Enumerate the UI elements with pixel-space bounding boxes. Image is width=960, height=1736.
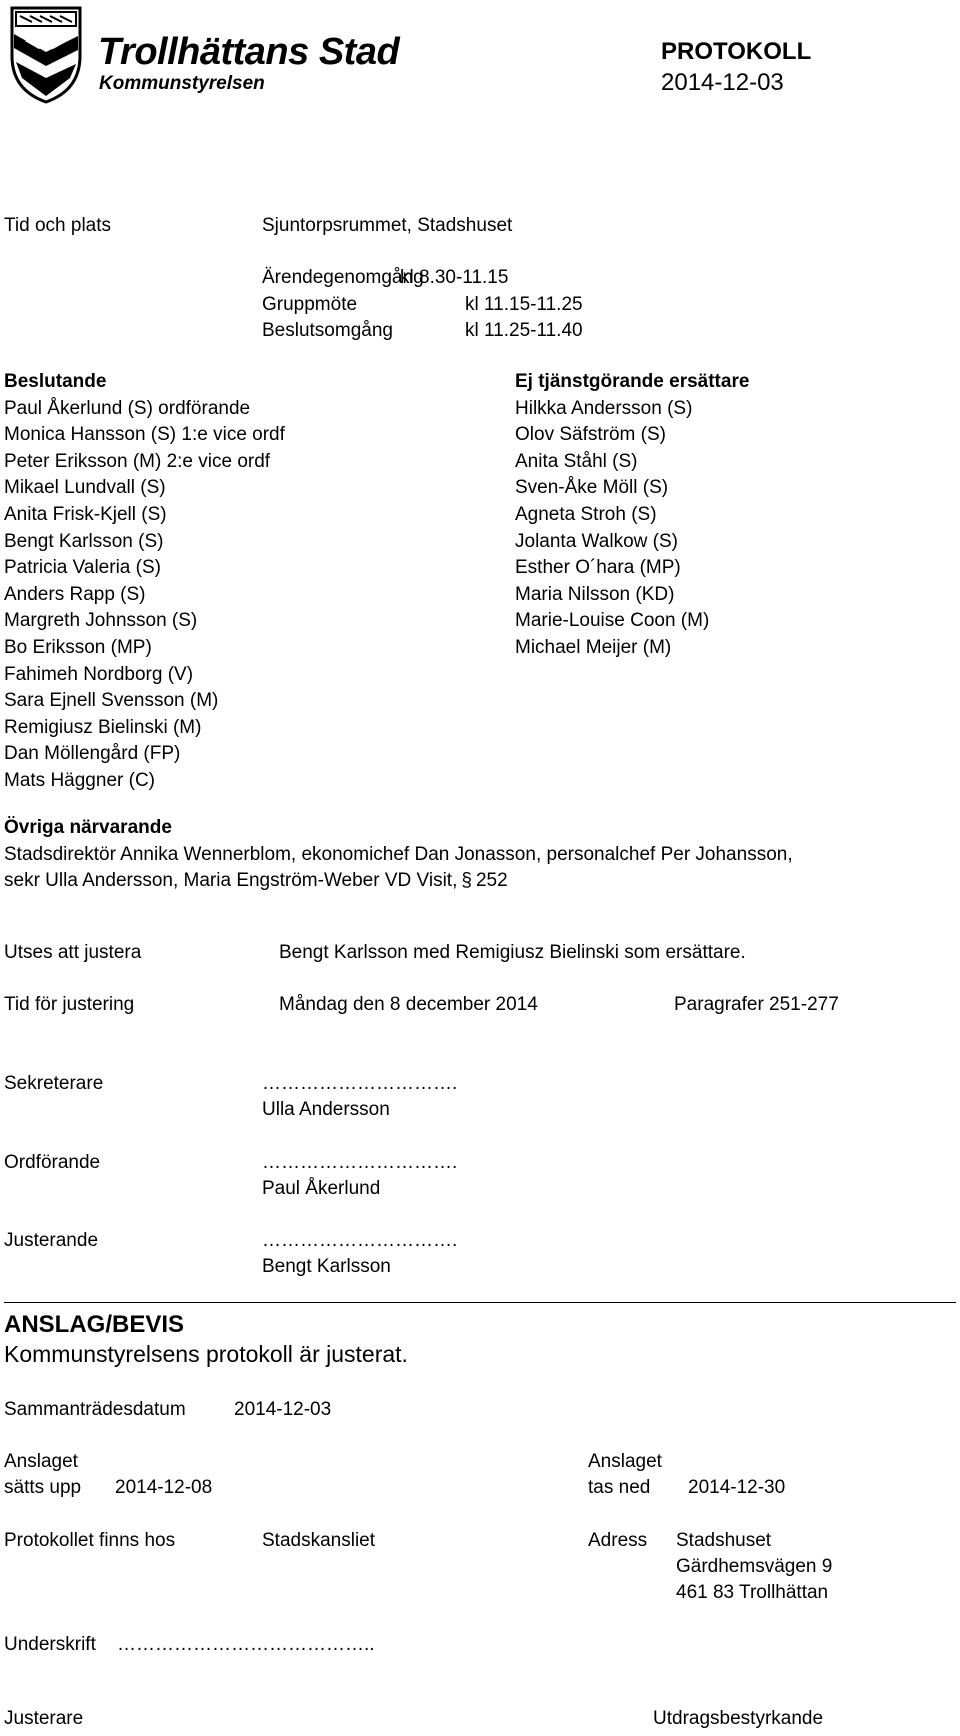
schedule-item-time: kl 11.25-11.40: [465, 320, 583, 341]
list-item: Sven-Åke Möll (S): [515, 477, 669, 499]
tas-ned-date: 2014-12-30: [688, 1477, 786, 1498]
tid-och-plats-label: Tid och plats: [4, 215, 112, 236]
list-item: Peter Eriksson (M) 2:e vice ordf: [4, 450, 271, 472]
satts-upp-label: sätts upp: [4, 1477, 82, 1498]
satts-upp-date: 2014-12-08: [115, 1477, 213, 1498]
signature-line: ………………………….: [262, 1152, 458, 1173]
ovriga-line: [4, 868, 793, 895]
anslag-heading: ANSLAG/BEVIS: [4, 1311, 185, 1338]
coat-of-arms-icon: [6, 4, 86, 104]
utses-label: Utses att justera: [4, 942, 142, 963]
signature-role: Justerande: [4, 1230, 99, 1251]
ersattare-list: [515, 369, 749, 662]
document-date: 2014-12-03: [661, 69, 784, 96]
org-logo: [6, 4, 406, 104]
schedule-item-name: Ärendegenomgång: [262, 267, 424, 288]
org-unit: Kommunstyrelsen: [99, 73, 265, 94]
tas-ned-label: tas ned: [588, 1477, 651, 1498]
list-item: Dan Möllengård (FP): [4, 743, 181, 765]
signature-name: Bengt Karlsson: [262, 1256, 391, 1277]
list-item: Anita Ståhl (S): [515, 450, 638, 472]
list-item: Patricia Valeria (S): [4, 557, 161, 579]
list-item: Michael Meijer (M): [515, 636, 672, 658]
list-item: Bo Eriksson (MP): [4, 636, 152, 658]
underskrift-line: …………………………………..: [117, 1634, 375, 1655]
section-mark: §: [461, 870, 472, 892]
list-item: Margreth Johnsson (S): [4, 610, 198, 632]
list-item: Monica Hansson (S) 1:e vice ordf: [4, 424, 285, 446]
signature-role: Sekreterare: [4, 1073, 104, 1094]
org-name: Trollhättans Stad: [98, 31, 400, 73]
anslaget-label: Anslaget: [4, 1451, 78, 1472]
tid-justering-value: Måndag den 8 december 2014: [279, 994, 538, 1015]
adress-line: Gärdhemsvägen 9: [676, 1556, 833, 1577]
justerare-label: Justerare: [4, 1708, 84, 1729]
list-item: Remigiusz Bielinski (M): [4, 716, 202, 738]
schedule-item-time: kl 8.30-11.15: [400, 267, 509, 288]
ovriga-section-number: 252: [475, 870, 508, 892]
tid-justering-label: Tid för justering: [4, 994, 135, 1015]
list-item: Esther O´hara (MP): [515, 557, 681, 579]
sammantrade-label: Sammanträdesdatum: [4, 1399, 186, 1420]
anslaget-label: Anslaget: [588, 1451, 662, 1472]
finns-label: Protokollet finns hos: [4, 1530, 176, 1551]
signature-name: Paul Åkerlund: [262, 1178, 381, 1199]
paragrafer: Paragrafer 251-277: [674, 994, 839, 1015]
list-item: Paul Åkerlund (S) ordförande: [4, 397, 251, 419]
ovriga-line: Stadsdirektör Annika Wennerblom, ekonomichef Dan Jonasson, personalchef Per Johansson,: [4, 843, 793, 865]
adress-line: 461 83 Trollhättan: [676, 1582, 829, 1603]
adress-label: Adress: [588, 1530, 648, 1551]
signature-name: Ulla Andersson: [262, 1099, 390, 1120]
beslutande-list: [4, 369, 285, 795]
list-item: Sara Ejnell Svensson (M): [4, 690, 219, 712]
list-item: Olov Säfström (S): [515, 424, 666, 446]
list-item: Bengt Karlsson (S): [4, 530, 164, 552]
list-item: Mikael Lundvall (S): [4, 477, 166, 499]
list-item: Anders Rapp (S): [4, 583, 146, 605]
signature-line: ………………………….: [262, 1230, 458, 1251]
meeting-place: Sjuntorpsrummet, Stadshuset: [262, 215, 513, 236]
ovriga-line-text: sekr Ulla Andersson, Maria Engström-Weber VD Visit,: [4, 870, 458, 892]
beslutande-heading: Beslutande: [4, 371, 107, 392]
adress-line: Stadshuset: [676, 1530, 772, 1551]
ovriga-heading: Övriga närvarande: [4, 817, 172, 838]
list-item: Hilkka Andersson (S): [515, 397, 693, 419]
utdrag-label: Utdragsbestyrkande: [653, 1708, 824, 1729]
signature-role: Ordförande: [4, 1152, 101, 1173]
list-item: Marie-Louise Coon (M): [515, 610, 710, 632]
finns-value: Stadskansliet: [262, 1530, 376, 1551]
schedule-item-time: kl 11.15-11.25: [465, 294, 583, 315]
list-item: Mats Häggner (C): [4, 769, 155, 791]
list-item: Fahimeh Nordborg (V): [4, 663, 194, 685]
ovriga-section: [4, 815, 793, 895]
schedule-item-name: Gruppmöte: [262, 294, 358, 315]
list-item: Agneta Stroh (S): [515, 503, 657, 525]
ersattare-heading: Ej tjänstgörande ersättare: [515, 371, 750, 392]
document-type: PROTOKOLL: [661, 38, 812, 65]
sammantrade-date: 2014-12-03: [234, 1399, 332, 1420]
list-item: Jolanta Walkow (S): [515, 530, 678, 552]
signature-line: ………………………….: [262, 1073, 458, 1094]
divider: [4, 1302, 956, 1303]
list-item: Maria Nilsson (KD): [515, 583, 675, 605]
anslag-text: Kommunstyrelsens protokoll är justerat.: [4, 1341, 408, 1367]
list-item: Anita Frisk-Kjell (S): [4, 503, 167, 525]
underskrift-label: Underskrift: [4, 1634, 96, 1655]
utses-value: Bengt Karlsson med Remigiusz Bielinski som ersättare.: [279, 942, 746, 963]
schedule-item-name: Beslutsomgång: [262, 320, 393, 341]
